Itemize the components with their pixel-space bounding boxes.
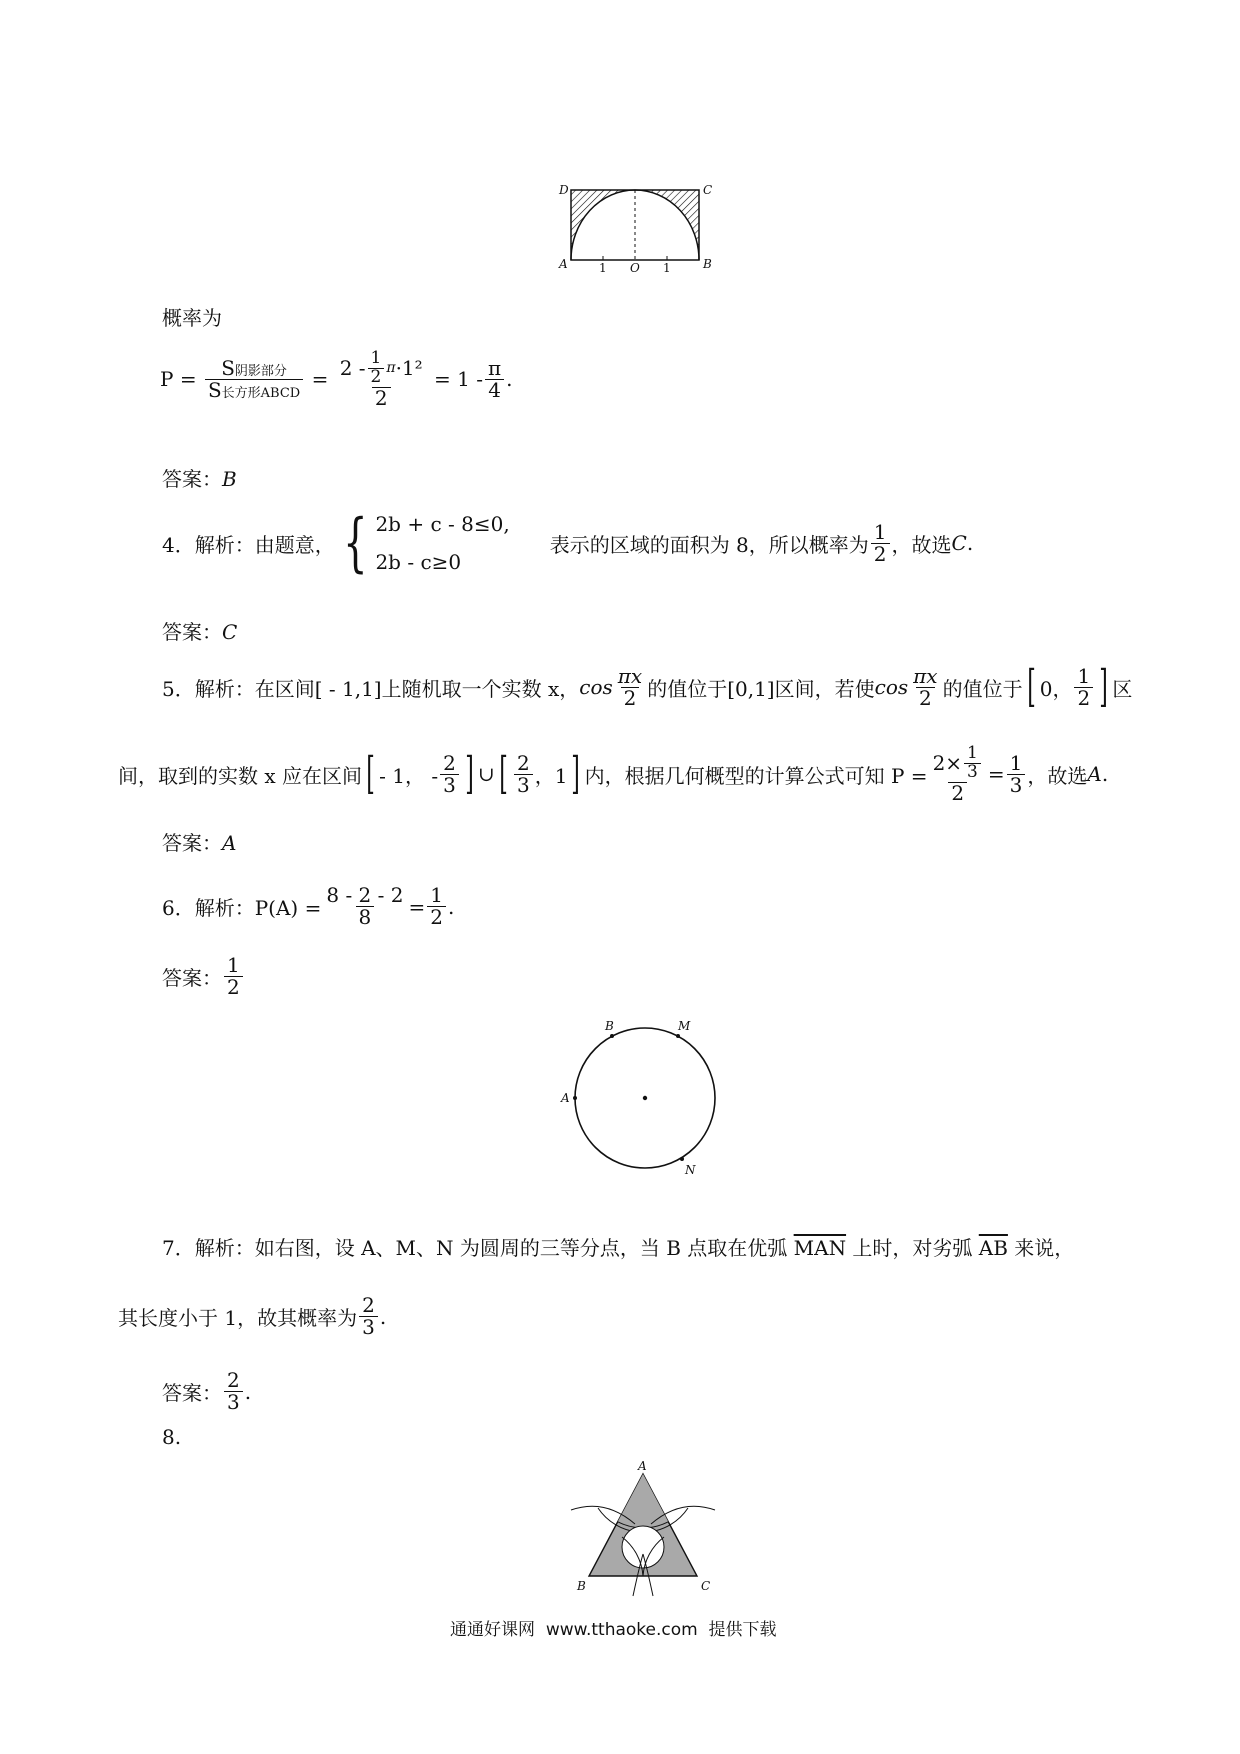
label-A: A <box>638 1459 647 1473</box>
area-value-fraction: 2 - $\frac{1}{2}$ π ·1² 2 <box>339 348 423 410</box>
answer-3: 答案：B <box>162 467 237 491</box>
label-D: D <box>559 183 569 197</box>
solution-8: 8. <box>162 1425 182 1449</box>
label-one-right: 1 <box>663 261 671 275</box>
label-B: B <box>605 1019 614 1033</box>
solution-7-line1: 7．解析：如右图，设 A、M、N 为圆周的三等分点，当 B 点取在优弧 $\overline{MAN}$ 上时，对劣弧 $\overline{AB}$ 来说， <box>162 1236 1075 1260</box>
answer-5: 答案：A <box>162 831 237 855</box>
formula-p: P <box>160 367 174 392</box>
probability-intro: 概率为 <box>162 306 222 330</box>
label-N: N <box>685 1163 696 1177</box>
answer-6: 答案： $\frac{1}{2}$ <box>162 955 245 998</box>
label-C: C <box>701 1579 711 1593</box>
label-C: C <box>703 183 713 197</box>
area-ratio-fraction: $\frac{\text{S阴影部分}}{\text{S长方形ABCD}}$ <box>205 358 303 401</box>
footer-site: 通通好课网 <box>450 1620 535 1640</box>
geometric-probability-fraction: 2× $\frac{1}{3}$ 2 <box>930 745 986 804</box>
label-B: B <box>703 257 712 271</box>
label-O: O <box>630 261 640 275</box>
solution-5-line2: 间，取到的实数 x 应在区间 [ - 1， - $\frac{2}{3}$ ] ∪ [ $\frac{2}{3}$ ，1 ] 内，根据几何概型的计算公式可知 P = 2× $\frac{1}{3}$ 2 = $\frac{1}{3}$ ，故选 A . <box>118 743 1109 805</box>
minor-arc-ab: $\overline{AB}$ <box>978 1236 1008 1260</box>
label-M: M <box>678 1019 691 1033</box>
footer-action: 提供下载 <box>708 1620 777 1640</box>
rectangle-semicircle-figure <box>555 175 735 275</box>
solution-4: 4．解析：由题意， { 2b + c - 8≤0, 2b - c≥0 表示的区域的面积为 8，所以概率为 $\frac{1}{2}$ ，故选 C . <box>162 506 974 580</box>
label-B: B <box>577 1579 586 1593</box>
solution-7-line2: 其长度小于 1，故其概率为 $\frac{2}{3}$ . <box>118 1293 387 1339</box>
label-A: A <box>561 1091 570 1105</box>
system-brace: { <box>342 506 368 580</box>
answer-7: 答案： $\frac{2}{3}$ . <box>162 1368 252 1414</box>
solution-5-line1: 5．解析：在区间[ - 1,1]上随机取一个实数 x， cos $\frac{\pi x}{2}$ 的值位于[0,1]区间，若使 cos $\frac{\pi x}{2}$ 的值位于 [ 0， $\frac{1}{2}$ ] 区 <box>162 661 1133 712</box>
footer-url[interactable]: www.tthaoke.com <box>545 1620 698 1640</box>
label-one-left: 1 <box>599 261 607 275</box>
circle-figure <box>555 1018 730 1178</box>
solution-6: 6．解析：P(A) = $\frac{8 - 2 - 2}{8}$ = $\frac{1}{2}$ . <box>162 883 455 929</box>
pi-quarter-fraction: $\frac{\pi}{4}$ <box>485 358 504 401</box>
answer-4: 答案：C <box>162 620 238 644</box>
probability-formula: P = $\frac{\text{S阴影部分}}{\text{S长方形ABCD}}$ = 2 - $\frac{1}{2}$ π ·1² 2 = 1 - $\frac{\pi}{4}$ . <box>160 348 513 410</box>
inequality-system: 2b + c - 8≤0, 2b - c≥0 <box>375 512 510 574</box>
footer <box>450 1615 777 1640</box>
major-arc-man: $\overline{MAN}$ <box>793 1236 847 1260</box>
label-A: A <box>559 257 568 271</box>
triangle-arcs-figure <box>565 1458 725 1598</box>
